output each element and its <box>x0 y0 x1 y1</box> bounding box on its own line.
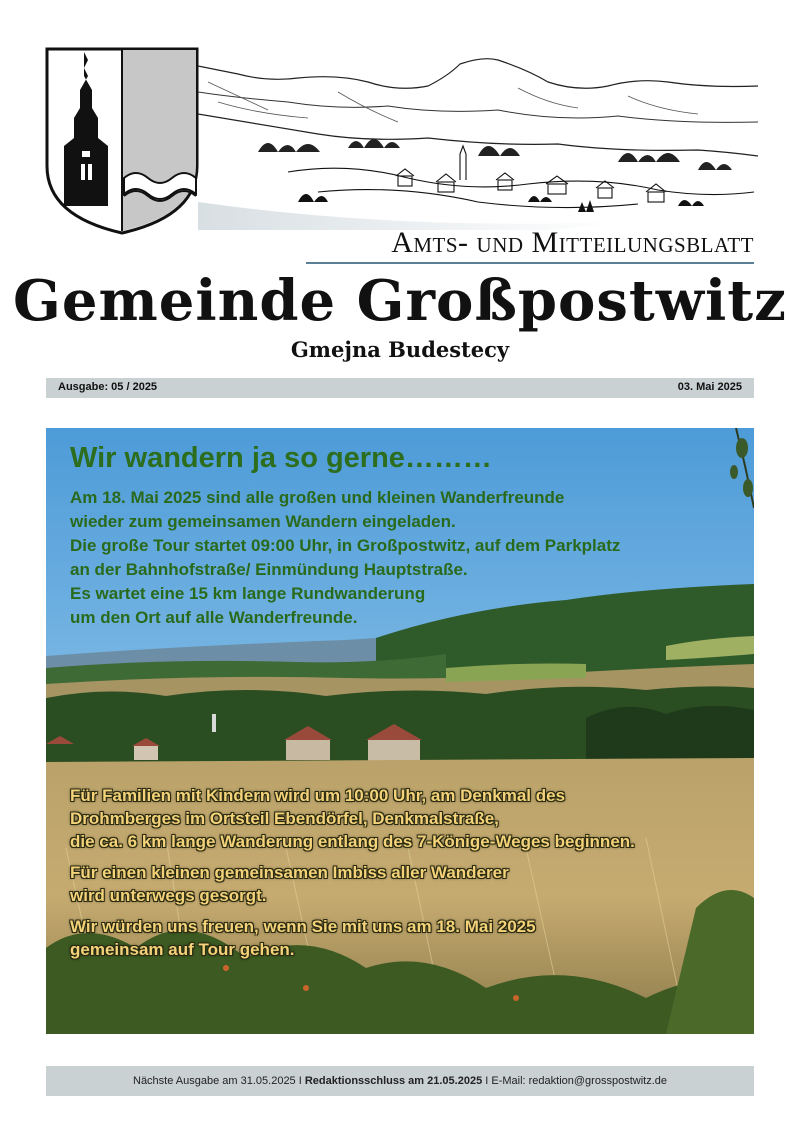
closing-line: gemeinsam auf Tour gehen. <box>70 940 295 959</box>
feature-photo <box>46 428 754 1034</box>
intro-line: an der Bahnhofstraße/ Einmündung Hauptstraße. <box>70 560 468 579</box>
intro-line: wieder zum gemeinsamen Wandern eingeladen. <box>70 512 456 531</box>
family-line: Für Familien mit Kindern wird um 10:00 Uhr, am Denkmal des <box>70 786 566 805</box>
intro-line: Es wartet eine 15 km lange Rundwanderung <box>70 584 426 603</box>
subtitle-rule <box>306 262 754 264</box>
family-line: die ca. 6 km lange Wanderung entlang des 7-Könige-Weges beginnen. <box>70 832 635 851</box>
feature-headline: Wir wandern ja so gerne……… <box>70 442 492 474</box>
intro-line: Am 18. Mai 2025 sind alle großen und kleinen Wanderfreunde <box>70 488 565 507</box>
snack-line: wird unterwegs gesorgt. <box>70 886 267 905</box>
intro-line: Die große Tour startet 09:00 Uhr, in Großpostwitz, auf dem Parkplatz <box>70 536 621 555</box>
lower-text <box>70 784 754 961</box>
next-issue: Nächste Ausgabe am 31.05.2025 I <box>133 1075 302 1087</box>
family-line: Drohmberges im Ortsteil Ebendörfel, Denkmalstraße, <box>70 809 499 828</box>
closing-line: Wir würden uns freuen, wenn Sie mit uns am 18. Mai 2025 <box>70 917 536 936</box>
contact-email: I E-Mail: redaktion@grosspostwitz.de <box>485 1075 667 1087</box>
page-title: Gemeinde Großpostwitz <box>13 268 787 334</box>
landscape-illustration <box>198 52 758 230</box>
intro-line: um den Ort auf alle Wanderfreunde. <box>70 608 358 627</box>
issue-bar <box>46 378 754 398</box>
coat-of-arms-logo <box>44 46 200 236</box>
snack-line: Für einen kleinen gemeinsamen Imbiss aller Wanderer <box>70 863 509 882</box>
editorial-deadline: Redaktionsschluss am 21.05.2025 <box>304 1075 483 1087</box>
subtitle: Amts- und Mitteilungsblatt <box>391 226 754 259</box>
footer-bar <box>46 1066 754 1096</box>
issue-date: 03. Mai 2025 <box>677 381 742 393</box>
intro-text <box>70 486 740 630</box>
issue-number: Ausgabe: 05 / 2025 <box>58 381 158 393</box>
sorbian-title: Gmejna Budestecy <box>290 337 510 362</box>
